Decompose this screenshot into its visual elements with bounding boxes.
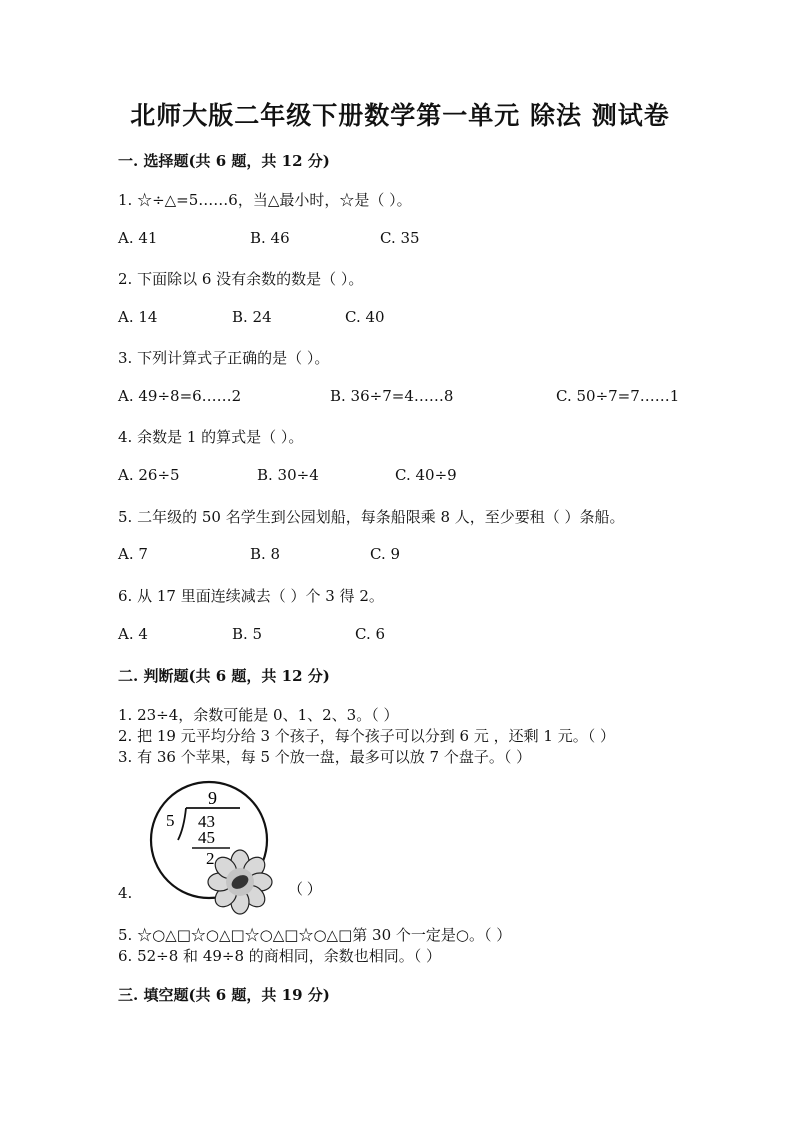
choice-2-option-b[interactable]: B. 24 <box>232 308 272 326</box>
choice-3-option-a[interactable]: A. 49÷8=6……2 <box>118 387 242 405</box>
choice-question-2: 2. 下面除以 6 没有余数的数是（ ）。 <box>118 270 364 288</box>
choice-5-option-a[interactable]: A. 7 <box>118 545 148 563</box>
choice-question-6: 6. 从 17 里面连续减去（ ）个 3 得 2。 <box>118 587 384 605</box>
choice-4-option-b[interactable]: B. 30÷4 <box>257 466 319 484</box>
dividend-digits: 43 <box>198 812 215 831</box>
product-digits: 45 <box>198 828 215 847</box>
choice-2-option-a[interactable]: A. 14 <box>118 308 158 326</box>
choice-question-4: 4. 余数是 1 的算式是（ ）。 <box>118 428 304 446</box>
judge-question-5: 5. ☆○△□☆○△□☆○△□☆○△□第 30 个一定是○。（ ） <box>118 926 512 944</box>
choice-5-option-b[interactable]: B. 8 <box>250 545 281 563</box>
choice-6-option-a[interactable]: A. 4 <box>118 625 148 643</box>
judge-question-2: 2. 把 19 元平均分给 3 个孩子，每个孩子可以分到 6 元 ，还剩 1 元。（ ） <box>118 727 615 745</box>
judge-question-1: 1. 23÷4，余数可能是 0、1、2、3。（ ） <box>118 706 399 724</box>
section-heading-fill: 三. 填空题(共 6 题，共 19 分) <box>118 986 330 1004</box>
page-title: 北师大版二年级下册数学第一单元 除法 测试卷 <box>130 101 670 130</box>
choice-3-option-c[interactable]: C. 50÷7=7……1 <box>556 387 680 405</box>
choice-4-option-c[interactable]: C. 40÷9 <box>395 466 457 484</box>
choice-6-option-b[interactable]: B. 5 <box>232 625 263 643</box>
quotient-digit: 9 <box>208 788 217 808</box>
choice-3-option-b[interactable]: B. 36÷7=4……8 <box>330 387 454 405</box>
judge-question-4-number: 4. <box>118 884 133 902</box>
choice-2-option-c[interactable]: C. 40 <box>345 308 385 326</box>
choice-1-option-c[interactable]: C. 35 <box>380 229 420 247</box>
choice-1-option-b[interactable]: B. 46 <box>250 229 290 247</box>
choice-5-option-c[interactable]: C. 9 <box>370 545 401 563</box>
division-bracket <box>178 808 186 840</box>
choice-question-1: 1. ☆÷△=5……6，当△最小时，☆是（ ）。 <box>118 191 412 209</box>
judge-question-3: 3. 有 36 个苹果，每 5 个放一盘，最多可以放 7 个盘子。（ ） <box>118 748 532 766</box>
judge-question-6: 6. 52÷8 和 49÷8 的商相同，余数也相同。（ ） <box>118 947 442 965</box>
choice-question-3: 3. 下列计算式子正确的是（ ）。 <box>118 349 330 367</box>
choice-6-option-c[interactable]: C. 6 <box>355 625 386 643</box>
section-heading-choice: 一. 选择题(共 6 题，共 12 分) <box>118 152 330 170</box>
remainder-digit: 2 <box>206 849 215 868</box>
flower-icon <box>208 850 272 914</box>
judge-4-answer-blank: （ ） <box>288 882 322 898</box>
choice-4-option-a[interactable]: A. 26÷5 <box>118 466 180 484</box>
long-division-figure <box>148 780 338 915</box>
choice-1-option-a[interactable]: A. 41 <box>118 229 158 247</box>
choice-question-5: 5. 二年级的 50 名学生到公园划船，每条船限乘 8 人，至少要租（ ）条船。 <box>118 508 625 526</box>
divisor-digit: 5 <box>166 811 175 830</box>
section-heading-judge: 二. 判断题(共 6 题，共 12 分) <box>118 667 330 685</box>
